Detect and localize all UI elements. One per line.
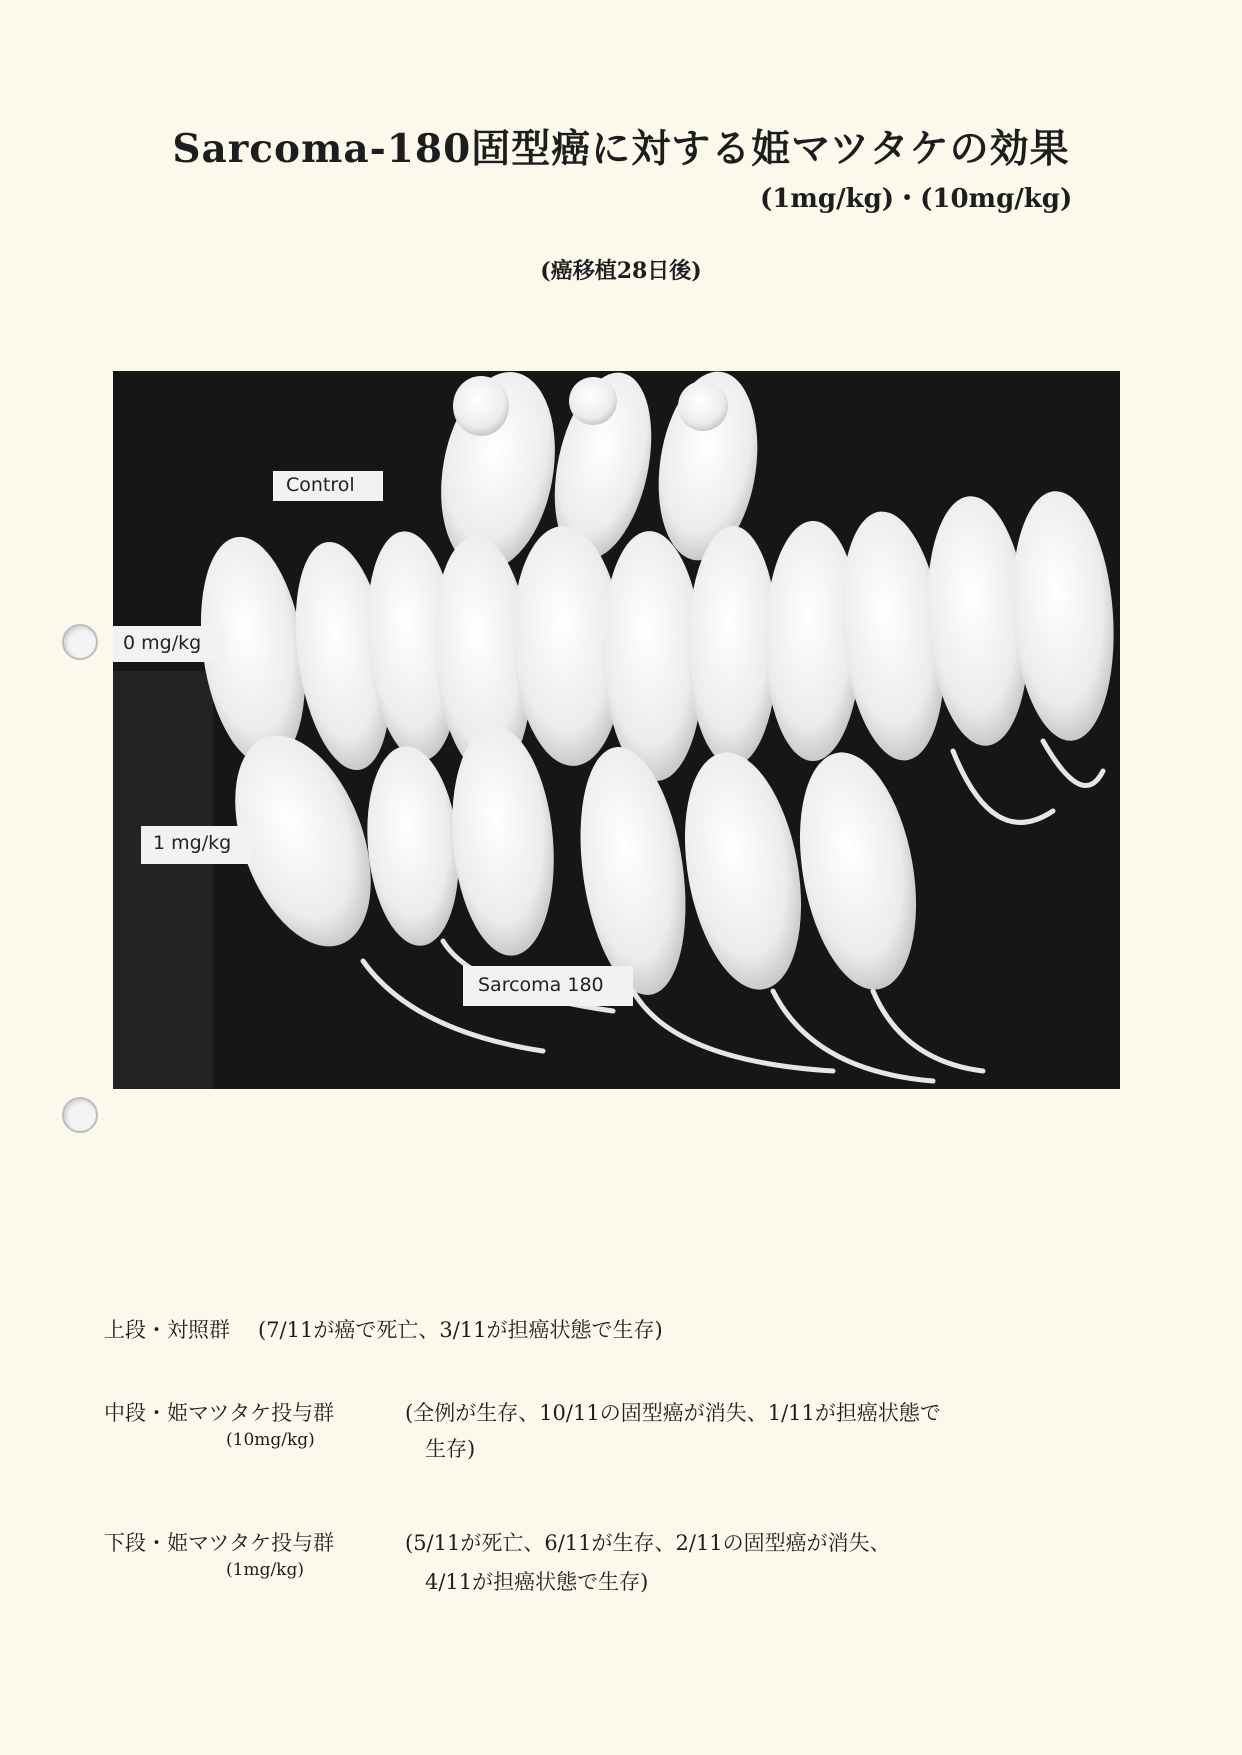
mice-photograph: [113, 371, 1120, 1089]
label-10mg: 0 mg/kg: [113, 630, 211, 656]
dose-subtitle: (1mg/kg)・(10mg/kg): [760, 184, 1073, 214]
row-bottom-desc-2: 4/11が担癌状態で生存): [425, 1570, 649, 1594]
row-bottom-label: 下段・姫マツタケ投与群: [104, 1531, 335, 1555]
row-bottom-desc-1: (5/11が死亡、6/11が生存、2/11の固型癌が消失、: [405, 1531, 891, 1555]
label-control: Control: [276, 472, 365, 498]
binder-hole-bottom: [62, 1097, 98, 1133]
row-middle-label: 中段・姫マツタケ投与群: [104, 1401, 335, 1425]
label-1mg: 1 mg/kg: [143, 830, 241, 856]
days-note: (癌移植28日後): [540, 258, 702, 284]
page-title: Sarcoma-180固型癌に対する姫マツタケの効果: [172, 126, 1070, 172]
mice-illustration: [113, 371, 1120, 1089]
row-top-label: 上段・対照群: [104, 1318, 230, 1342]
row-middle-desc-2: 生存): [425, 1437, 476, 1461]
label-sarcoma: Sarcoma 180: [468, 972, 614, 998]
row-middle-dose: (10mg/kg): [226, 1430, 315, 1450]
row-bottom-dose: (1mg/kg): [226, 1560, 304, 1580]
binder-hole-top: [62, 624, 98, 660]
row-top-desc: (7/11が癌で死亡、3/11が担癌状態で生存): [258, 1318, 663, 1342]
row-middle-desc-1: (全例が生存、10/11の固型癌が消失、1/11が担癌状態で: [405, 1401, 941, 1425]
